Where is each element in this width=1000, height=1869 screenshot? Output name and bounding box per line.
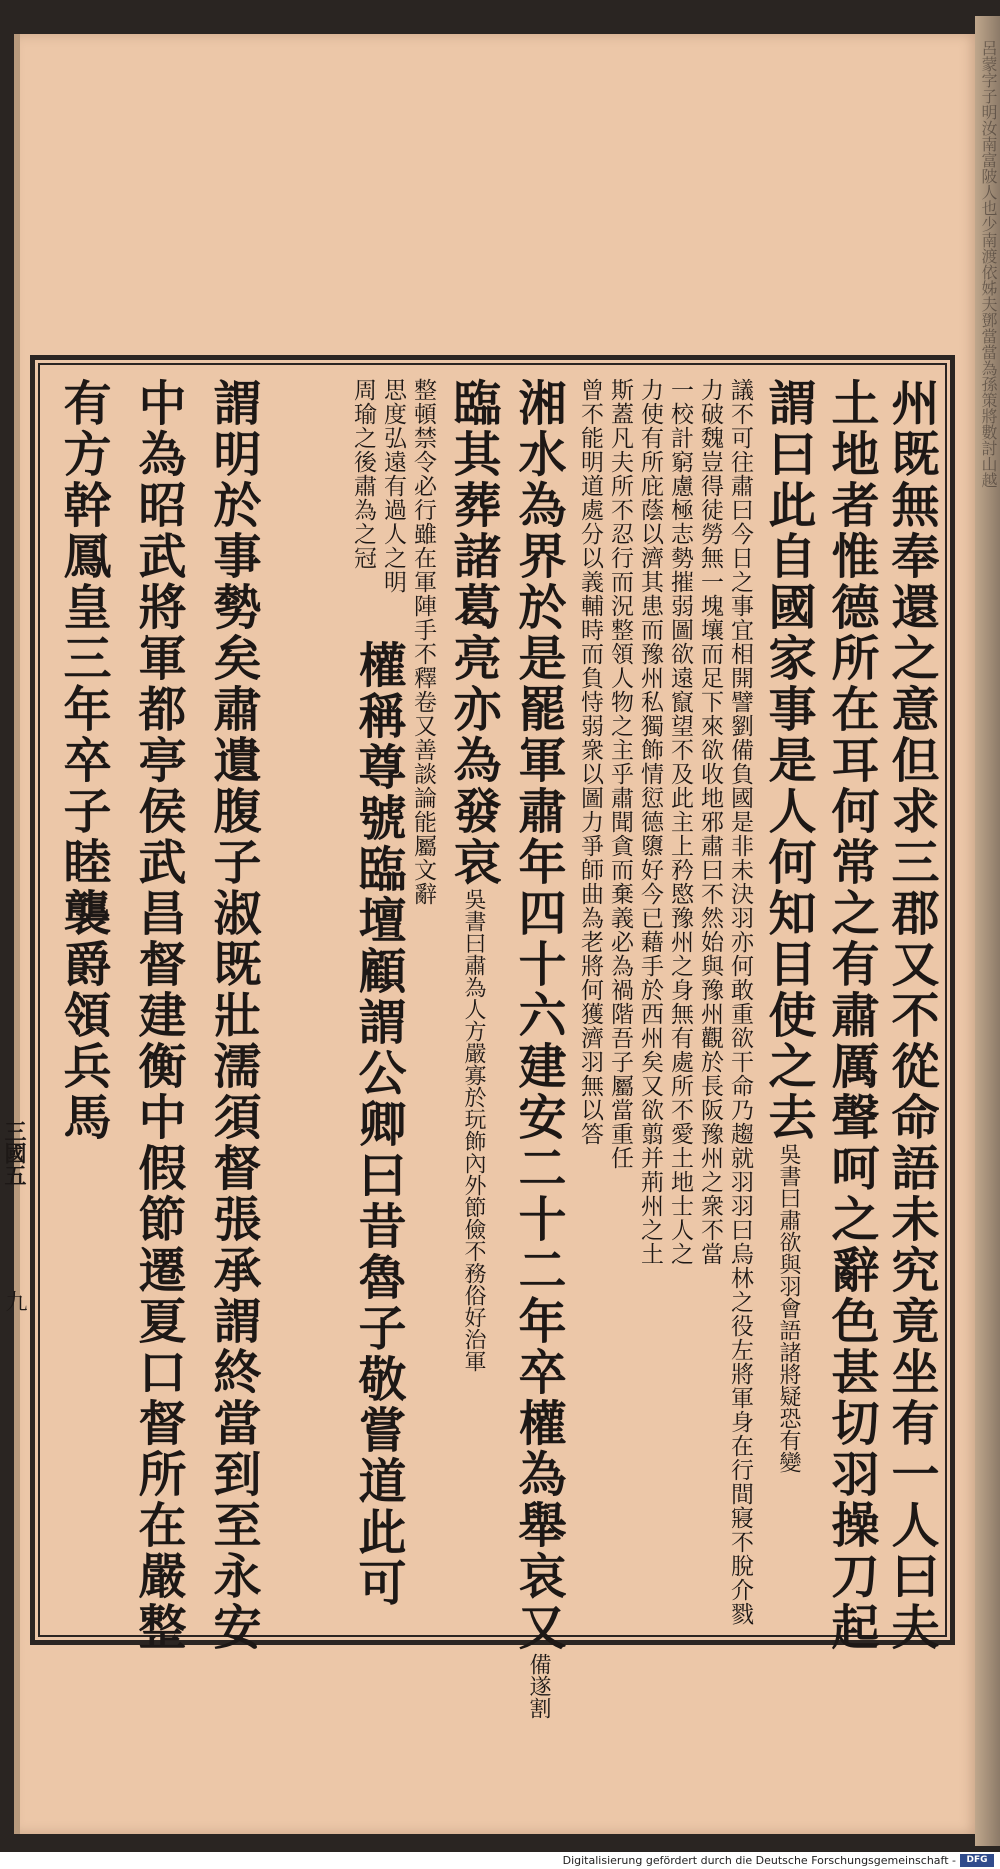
next-leaf-text: 呂蒙字子明汝南富陂人也少南渡依姊夫鄧當當為孫策將數討山越	[979, 40, 998, 488]
text-column-6: 權稱尊號臨壇顧謂公卿曰昔魯子敬嘗道此可	[350, 640, 406, 1609]
commentary-column-7: 整頓禁令必行雖在軍陣手不釋卷又善談論能屬文辭	[410, 378, 436, 906]
text-column-8: 中為昭武將軍都亭侯武昌督建衡中假節遷夏口督所在嚴整	[130, 378, 186, 1653]
commentary-column-3: 一校計窮慮極志勢摧弱圖欲遠竄望不及此主上矜愍豫州之身無有處所不愛土地士人之	[667, 378, 693, 1266]
text-column-1: 州既無奉還之意但求三郡又不從命語未究竟坐有一人曰夫	[883, 378, 939, 1653]
center-gutter	[2, 355, 35, 1645]
text-column-3: 謂曰此自國家事是人何知目使之去吳書曰肅欲與羽會語諸將疑恐有變	[760, 378, 816, 1473]
commentary-column-6: 曾不能明道處分以義輔時而負恃弱衆以圖力爭師曲為老將何獲濟羽無以答	[577, 378, 603, 1146]
gutter-title: 三國五	[1, 1120, 27, 1186]
commentary-column-8: 思度弘遠有過人之明	[380, 378, 406, 594]
text-column-7: 謂明於事勢矣肅遺腹子淑既壯濡須督張承謂終當到至永安	[205, 378, 261, 1653]
commentary-column-9: 周瑜之後肅為之冠	[350, 378, 376, 570]
text-column-5: 臨其葬諸葛亮亦為發哀吳書曰肅為人方嚴寡於玩飾內外節儉不務俗好治軍	[445, 378, 501, 1372]
text-column-9: 有方幹鳳皇三年卒子睦襲爵領兵馬	[55, 378, 111, 1143]
text-column-4: 湘水為界於是罷軍肅年四十六建安二十二年卒權為舉哀又備遂割	[510, 378, 566, 1719]
text-column-2: 土地者惟德所在耳何常之有肅厲聲呵之辭色甚切羽操刀起	[823, 378, 879, 1653]
commentary-column-5: 斯蓋凡夫所不忍行而況整領人物之主乎肅聞貪而棄義必為禍階吾子屬當重任	[607, 378, 633, 1170]
commentary-column-4: 力使有所庇蔭以濟其患而豫州私獨飾情愆德隳好今已藉手於西州矣又欲翦并荊州之土	[637, 378, 663, 1266]
footer-credit: Digitalisierung gefördert durch die Deutsche Forschungsgemeinschaft -	[562, 1854, 956, 1867]
inline-commentary: 吳書曰肅為人方嚴寡於玩飾內外節儉不務俗好治軍	[461, 888, 486, 1372]
column-tail: 備遂割	[526, 1653, 551, 1719]
commentary-column-2: 力破魏豈得徒勞無一塊壤而足下來欲收地邪肅曰不然始與豫州觀於長阪豫州之衆不當	[697, 378, 723, 1266]
inline-commentary: 吳書曰肅欲與羽會語諸將疑恐有變	[776, 1143, 801, 1473]
commentary-column-1: 議不可往肅曰今日之事宜相開譬劉備負國是非未決羽亦何敢重欲干命乃趨就羽羽曰烏林之役左將軍身在行間寢不脫介戮	[727, 378, 753, 1626]
gutter-page-number: 九	[2, 1290, 27, 1312]
dfg-logo: DFG	[960, 1854, 994, 1867]
